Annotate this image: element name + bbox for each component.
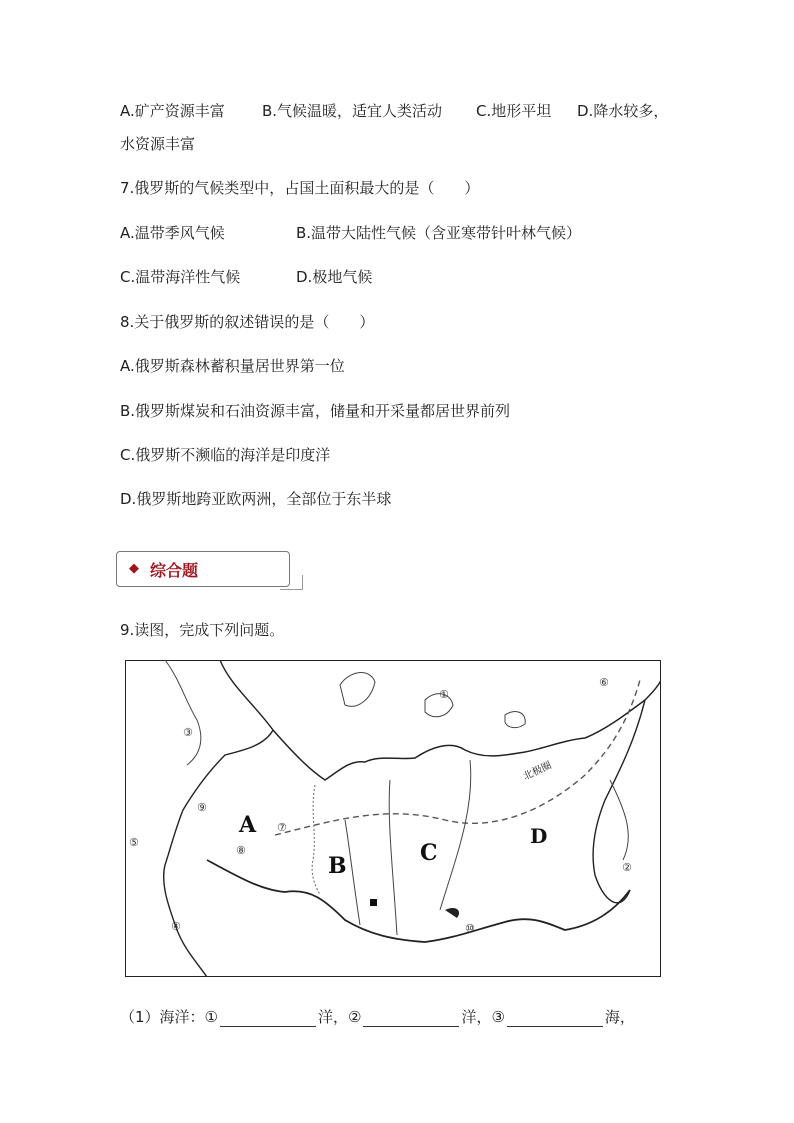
map-marker-8: ⑧ xyxy=(236,844,246,857)
q8-option-c: C.俄罗斯不濒临的海洋是印度洋 xyxy=(120,446,331,464)
q6-option-d-continuation: 水资源丰富 xyxy=(120,135,196,153)
q7-options-row2 xyxy=(120,267,372,287)
map-label-arctic-circle: 北极圈 xyxy=(521,760,554,783)
q6-option-a: A.矿产资源丰富 xyxy=(120,102,225,120)
q7-option-d: D.极地气候 xyxy=(296,268,373,286)
q8-option-b: B.俄罗斯煤炭和石油资源丰富，储量和开采量都居世界前列 xyxy=(120,402,511,420)
map-city-square xyxy=(370,899,377,906)
section-header xyxy=(116,551,290,587)
q9-sub1-blank-3[interactable] xyxy=(507,1010,603,1027)
q8-option-d: D.俄罗斯地跨亚欧两洲，全部位于东半球 xyxy=(120,490,392,508)
diamond-icon: ◆ xyxy=(129,561,139,576)
map-marker-5: ⑤ xyxy=(129,836,139,849)
section-title: 综合题 xyxy=(150,561,199,580)
map-label-d: D xyxy=(530,824,548,848)
map-marker-10: ⑩ xyxy=(465,922,475,935)
map-marker-3: ③ xyxy=(183,726,193,739)
q9-stem: 9.读图，完成下列问题。 xyxy=(120,621,285,639)
q9-sub1-row xyxy=(120,1007,635,1027)
q6-options-row xyxy=(120,101,668,121)
q9-sub1-blank-2[interactable] xyxy=(363,1010,459,1027)
q9-sub1-suffix-2: 洋，③ xyxy=(461,1008,505,1026)
q7-option-a: A.温带季风气候 xyxy=(120,224,225,242)
q9-sub1-prefix: （1）海洋：① xyxy=(120,1008,218,1026)
q7-options-row1 xyxy=(120,223,581,243)
map-marker-7: ⑦ xyxy=(277,821,287,834)
q9-sub1-suffix-3: 海， xyxy=(604,1008,635,1026)
q7-option-c: C.温带海洋性气候 xyxy=(120,268,241,286)
q7-stem: 7.俄罗斯的气候类型中，占国土面积最大的是（ ） xyxy=(120,179,480,197)
q7-option-b: B.温带大陆性气候（含亚寒带针叶林气候） xyxy=(296,224,582,242)
map-marker-2: ② xyxy=(622,861,632,874)
q8-stem: 8.关于俄罗斯的叙述错误的是（ ） xyxy=(120,313,375,331)
map-marker-1: ① xyxy=(439,688,449,701)
map-label-a: A xyxy=(239,812,257,838)
q6-option-c: C.地形平坦 xyxy=(476,102,552,120)
map-label-c: C xyxy=(420,840,438,866)
map-marker-6: ⑥ xyxy=(599,676,609,689)
q6-option-d: D.降水较多， xyxy=(577,102,669,120)
russia-map xyxy=(125,660,661,977)
map-marker-4: ④ xyxy=(171,920,181,933)
q9-sub1-blank-1[interactable] xyxy=(220,1010,316,1027)
map-label-b: B xyxy=(328,853,347,879)
map-marker-9: ⑨ xyxy=(197,801,207,814)
q6-option-b: B.气候温暖，适宜人类活动 xyxy=(262,102,443,120)
q8-option-a: A.俄罗斯森林蓄积量居世界第一位 xyxy=(120,357,345,375)
q9-sub1-suffix-1: 洋，② xyxy=(318,1008,362,1026)
